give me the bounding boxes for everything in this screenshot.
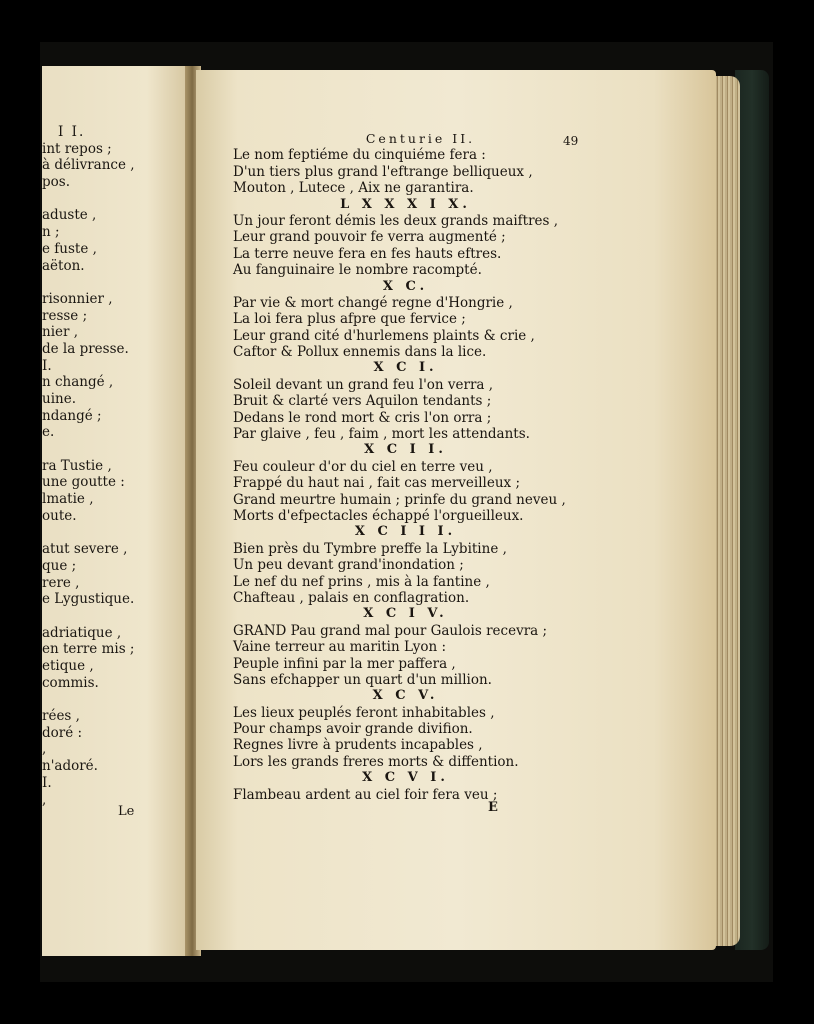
quatrain-number: X C V. [372, 688, 439, 704]
book-cover-edge [735, 70, 769, 950]
verse-line: Vaine terreur au maritin Lyon : [233, 639, 447, 656]
verse-line: Caftor & Pollux ennemis dans la lice. [233, 344, 487, 361]
left-page-line: aduste , [42, 207, 97, 224]
left-page-line: e fuste , [42, 240, 97, 257]
catchword: Le [118, 804, 135, 819]
verse-line: Le nom feptiéme du cinquiéme fera : [233, 147, 486, 164]
left-page-line: n changé , [42, 374, 114, 391]
verse-line: Pour champs avoir grande divifion. [233, 721, 473, 738]
quatrain-number: X C. [382, 278, 429, 294]
left-page-line: n ; [42, 224, 60, 241]
left-page-line: I. [42, 774, 52, 791]
left-page-line: resse ; [42, 307, 88, 324]
left-page-line: , [42, 741, 47, 758]
left-page-line: à délivrance , [42, 157, 135, 174]
verse-line: Feu couleur d'or du ciel en terre veu , [233, 458, 493, 475]
verse-line: La loi fera plus afpre que fervice ; [233, 311, 466, 328]
left-page-line: e. [42, 424, 55, 441]
quatrain-number: X C V I. [362, 770, 449, 786]
verse-line: La terre neuve fera en fes hauts eftres. [233, 245, 502, 262]
verse-line: Leur grand pouvoir fe verra augmenté ; [233, 229, 506, 246]
verse-line: Flambeau ardent au ciel foir fera veu ; [233, 786, 498, 803]
left-page-line: rées , [42, 708, 80, 725]
verse-line: Chafteau , palais en conflagration. [233, 589, 470, 606]
verse-line: Soleil devant un grand feu l'on verra , [233, 376, 494, 393]
left-page-line: oute. [42, 507, 77, 524]
left-page-line: uine. [42, 391, 76, 407]
verse-line: Par glaive , feu , faim , mort les attendants. [233, 426, 530, 443]
left-page-line: ndangé ; [42, 407, 102, 424]
verse-line: Les lieux peuplés feront inhabitables , [233, 704, 495, 721]
left-page-line: de la presse. [42, 340, 129, 357]
left-page-line: atut severe , [42, 541, 128, 558]
verse-line: Mouton , Lutece , Aix ne garantira. [233, 180, 474, 197]
left-page-line [42, 441, 190, 458]
verse-line: Par vie & mort changé regne d'Hongrie , [233, 294, 513, 311]
quatrain-number: X C I. [373, 360, 438, 376]
left-page-line: pos. [42, 174, 70, 191]
left-page-line: e Lygustique. [42, 591, 135, 608]
left-page-line [42, 274, 190, 291]
verse-line: Morts d'efpectacles échappé l'orgueilleux. [233, 507, 524, 524]
verse-line: Peuple infini par la mer paffera , [233, 655, 456, 672]
left-page-line: ra Tustie , [42, 457, 112, 474]
right-page-text [233, 131, 578, 803]
verse-line: Un peu devant grand'inondation ; [233, 557, 464, 574]
left-page-line: I I. [58, 124, 86, 140]
verse-line: Regnes livre à prudents incapables , [233, 737, 483, 754]
verse-line: Bruit & clarté vers Aquilon tendants ; [233, 393, 492, 410]
left-page-line: risonnier , [42, 290, 113, 307]
verse-line: Un jour feront démis les deux grands maiftres , [233, 212, 559, 229]
quatrain-number: X C I V. [363, 606, 448, 622]
verse-line: Grand meurtre humain ; prinfe du grand neveu , [233, 491, 566, 508]
page-number: 49 [563, 134, 579, 148]
quatrain-number: X C I I I. [354, 524, 457, 540]
left-page-text [42, 124, 190, 808]
left-page-line: int repos ; [42, 140, 112, 157]
verse-line: Au fanguinaire le nombre racompté. [233, 262, 482, 279]
left-page-line: aëton. [42, 257, 85, 274]
quatrain-number: X C I I. [364, 442, 447, 458]
verse-line: Lors les grands freres morts & diffention. [233, 753, 519, 770]
left-page-line: etique , [42, 658, 94, 674]
left-page-line: , [42, 791, 47, 808]
left-page-line: commis. [42, 674, 99, 691]
signature-mark: E [488, 800, 498, 815]
left-page-line [42, 608, 190, 625]
left-page-line: rere , [42, 574, 80, 591]
left-page-line: adriatique , [42, 624, 122, 641]
verse-line: Le nef du nef prins , mis à la fantine , [233, 573, 490, 590]
left-page-line [42, 525, 190, 542]
running-head: Centurie II. [365, 131, 476, 146]
left-page-line: doré : [42, 724, 83, 741]
left-page-line: lmatie , [42, 491, 94, 508]
verse-line: D'un tiers plus grand l'eftrange belliqueux , [233, 163, 533, 180]
left-page-line: que ; [42, 557, 77, 574]
left-page-line: n'adoré. [42, 758, 98, 775]
verse-line: Dedans le rond mort & cris l'on orra ; [233, 409, 492, 426]
verse-line: Sans efchapper un quart d'un million. [233, 671, 492, 688]
quatrain-number: L X X X I X. [340, 196, 471, 212]
left-page-line: I. [42, 357, 52, 374]
left-page-line: une goutte : [42, 474, 125, 491]
verse-line: Bien près du Tymbre preffe la Lybitine , [233, 540, 507, 557]
left-page-line: nier , [42, 324, 79, 341]
left-page-line [42, 191, 190, 208]
verse-line: GRAND Pau grand mal pour Gaulois recevra ; [233, 622, 548, 639]
verse-line: Leur grand cité d'hurlemens plaints & crie , [233, 327, 535, 344]
left-page-line [42, 691, 190, 708]
verse-line: Frappé du haut nai , fait cas merveilleux ; [233, 475, 521, 492]
left-page-line: en terre mis ; [42, 641, 135, 658]
